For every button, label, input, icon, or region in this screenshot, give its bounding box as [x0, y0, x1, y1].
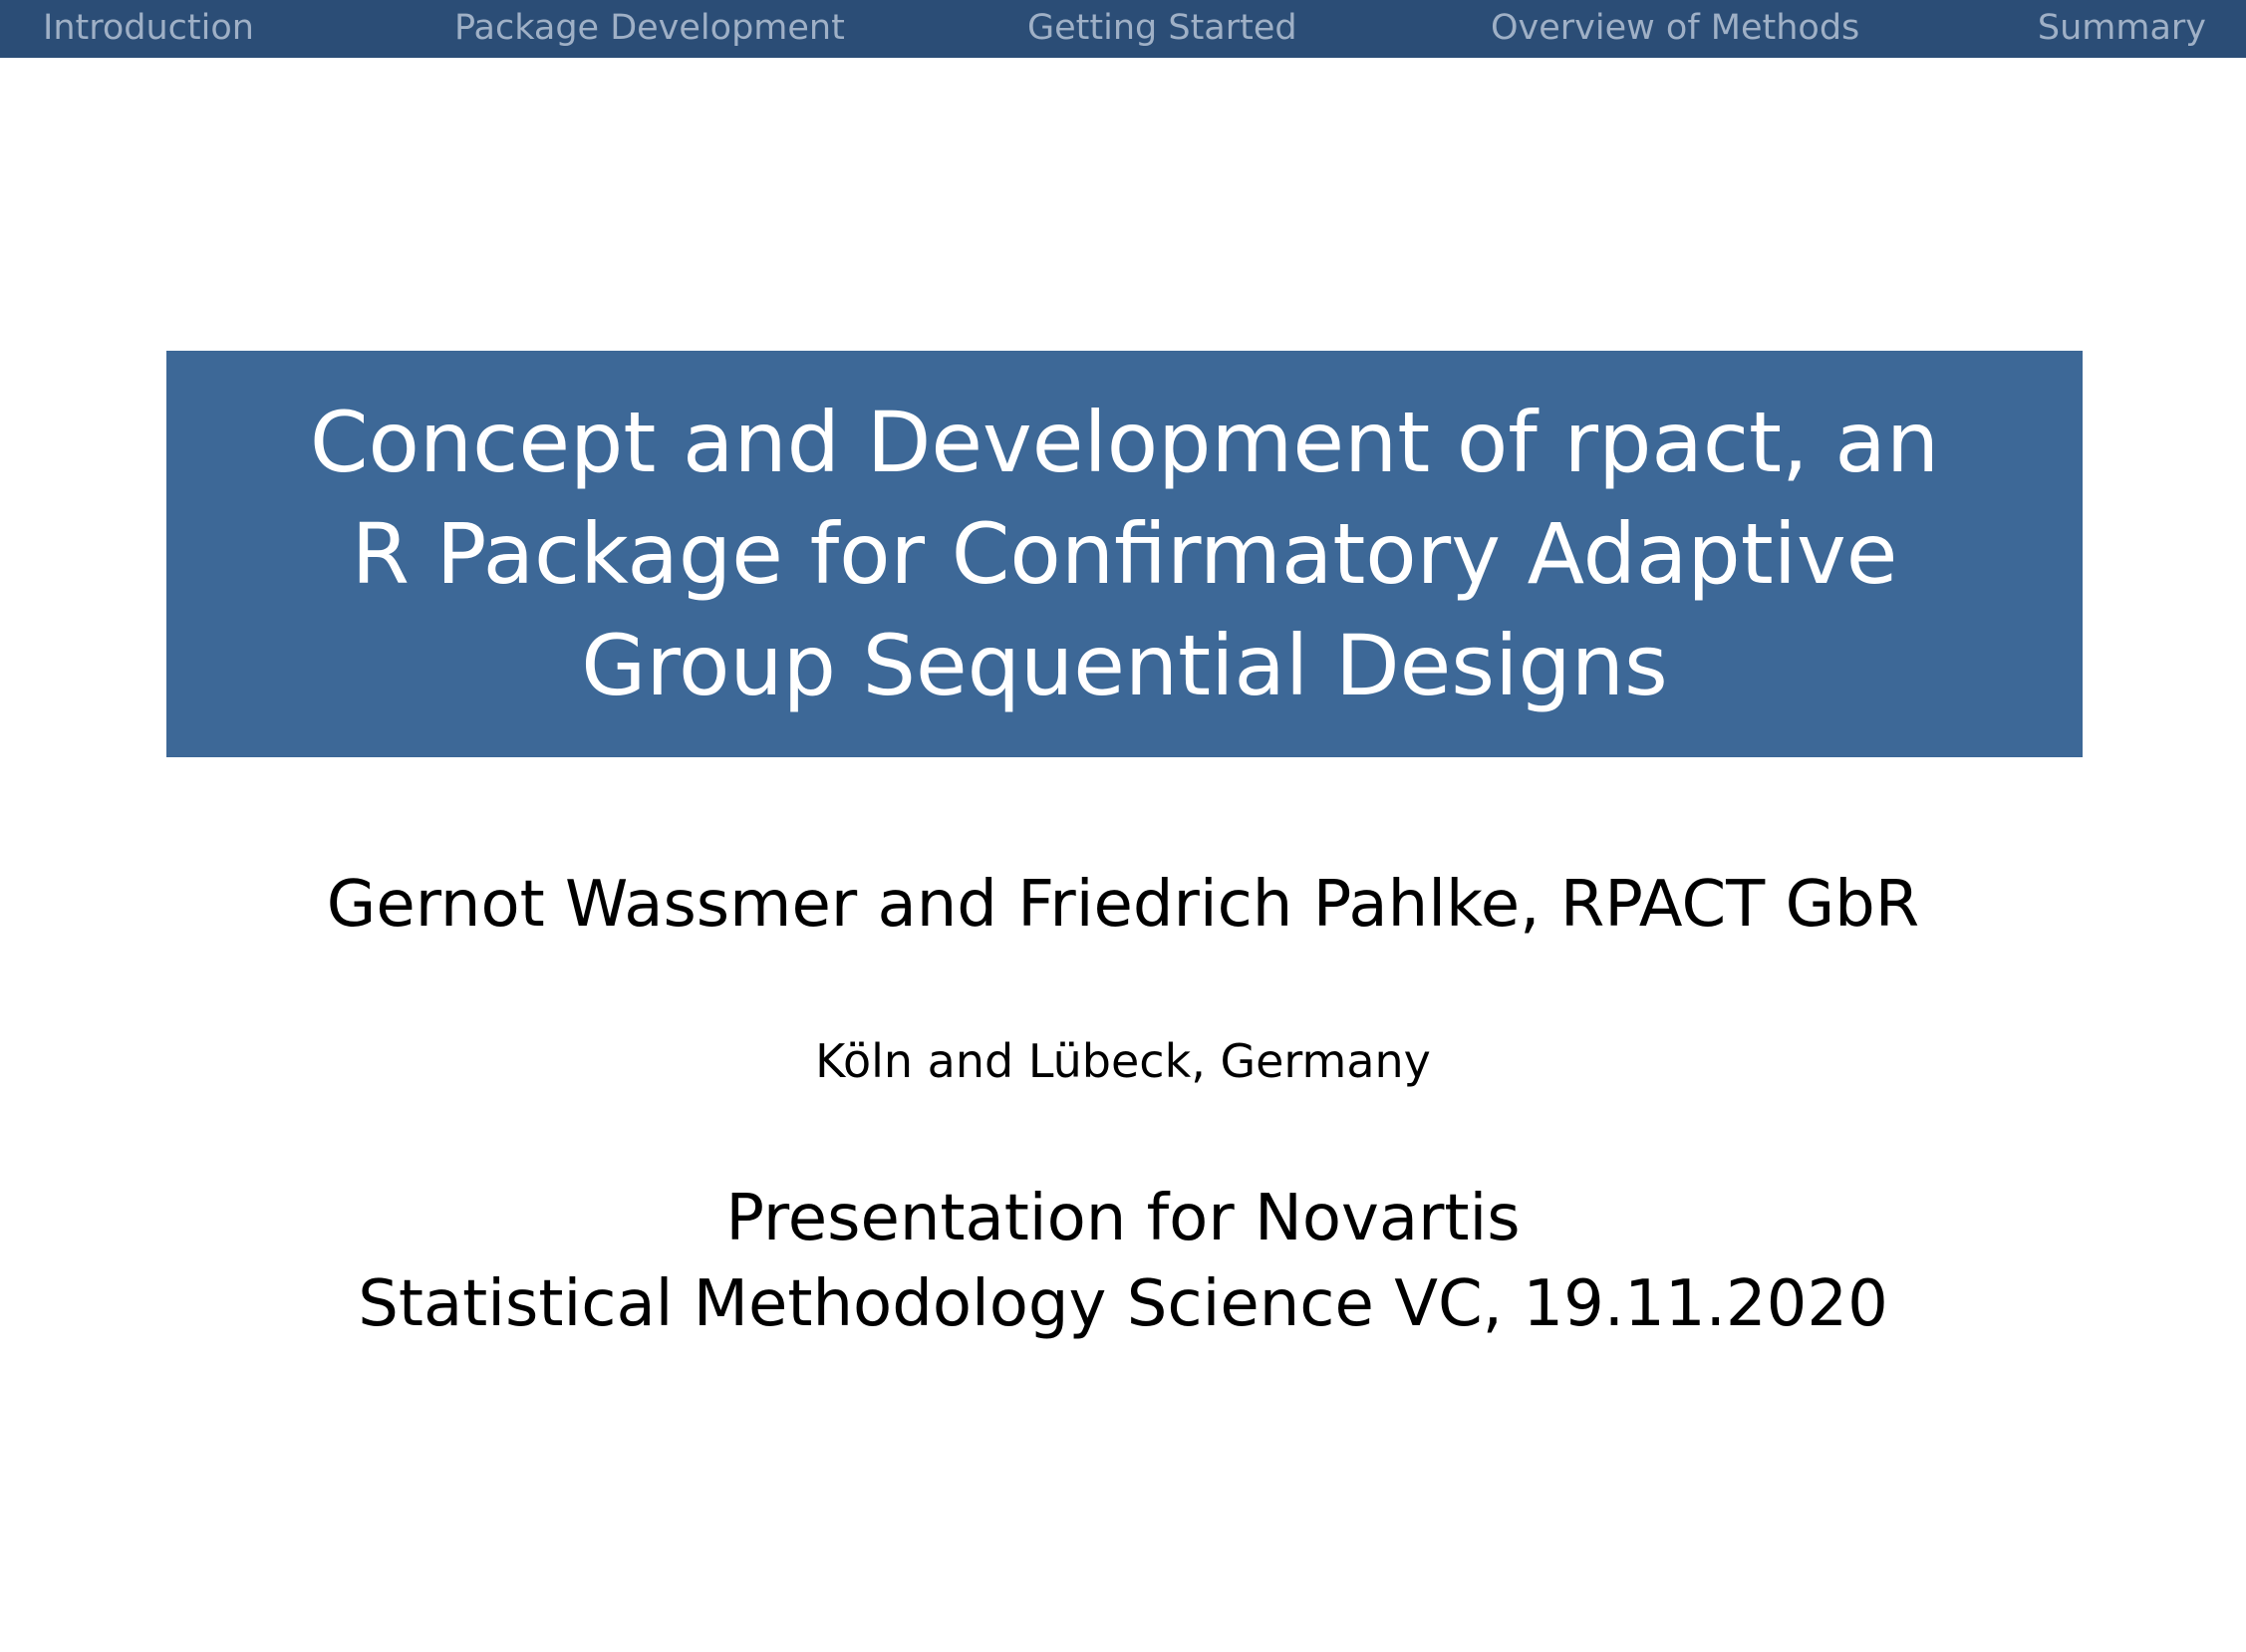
location: Köln and Lübeck, Germany [815, 1034, 1431, 1088]
nav-item-package-development[interactable]: Package Development [454, 8, 845, 48]
presentation-title: Concept and Development of rpact, an R Package for Confirmatory Adaptive Group Sequential Designs [309, 394, 1940, 714]
section-navbar [0, 0, 2246, 58]
authors: Gernot Wassmer and Friedrich Pahlke, RPACT GbR [326, 868, 1920, 942]
nav-item-overview-of-methods[interactable]: Overview of Methods [1491, 8, 1860, 48]
nav-item-getting-started[interactable]: Getting Started [1027, 8, 1297, 48]
occasion-line-1: Presentation for Novartis [725, 1182, 1521, 1255]
nav-item-summary[interactable]: Summary [2037, 8, 2206, 48]
nav-item-introduction[interactable]: Introduction [43, 8, 254, 48]
occasion [0, 1176, 2246, 1347]
occasion-line-2: Statistical Methodology Science VC, 19.11.2020 [358, 1267, 1888, 1341]
title-box [166, 351, 2083, 757]
